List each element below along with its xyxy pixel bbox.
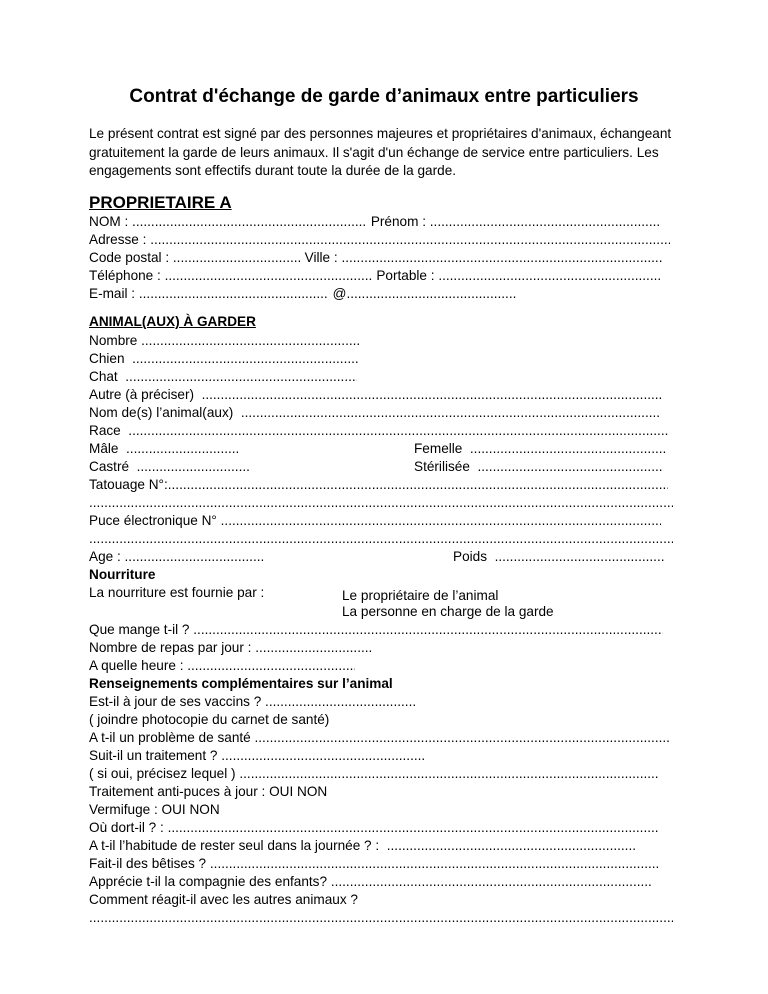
betises-field[interactable] <box>89 855 675 873</box>
tatouage-field[interactable] <box>89 476 675 494</box>
lequel-label: ( si oui, précisez lequel ) <box>89 766 240 781</box>
tatouage-continuation[interactable] <box>89 494 675 512</box>
noms-dots <box>241 404 661 422</box>
heure-dots <box>187 657 355 675</box>
que-mange-label: Que mange t-il ? <box>89 622 194 637</box>
noms-label: Nom de(s) l’animal(aux) <box>89 405 241 420</box>
option-proprietaire[interactable]: Le propriétaire de l’animal <box>342 588 499 603</box>
autres-animaux-label: Comment réagit-il avec les autres animaux ? <box>89 892 358 907</box>
adresse-dots <box>150 231 670 249</box>
dort-field[interactable] <box>89 819 675 837</box>
puce-field[interactable] <box>89 512 675 530</box>
code-postal-dots <box>173 249 301 267</box>
chat-field[interactable] <box>89 368 675 386</box>
vaccins-label: Est-il à jour de ses vaccins ? <box>89 694 266 709</box>
telephone-portable-field[interactable] <box>89 267 675 285</box>
vaccins-field[interactable] <box>89 693 675 711</box>
traitement-dots <box>221 747 426 765</box>
nombre-label: Nombre <box>89 333 142 348</box>
nourriture-heading: Nourriture <box>89 567 156 582</box>
race-field[interactable] <box>89 422 675 440</box>
ville-dots <box>341 249 663 267</box>
traitement-field[interactable] <box>89 747 675 765</box>
chien-field[interactable] <box>89 350 675 368</box>
puce-dots-2 <box>89 530 673 548</box>
sterilisee-label: Stérilisée <box>414 459 478 474</box>
autre-dots <box>202 386 662 404</box>
poids-dots <box>495 548 665 566</box>
chat-dots <box>125 368 357 386</box>
sterilisee-field[interactable] <box>414 458 674 476</box>
page-title: Contrat d'échange de garde d’animaux entre particuliers <box>129 86 639 107</box>
nom-prenom-field[interactable] <box>89 213 675 231</box>
dort-label: Où dort-il ? : <box>89 820 168 835</box>
lequel-field[interactable] <box>89 765 675 783</box>
que-mange-field[interactable] <box>89 621 675 639</box>
age-label: Age : <box>89 549 125 564</box>
betises-dots <box>210 855 660 873</box>
que-mange-dots <box>193 621 663 639</box>
nom-dots <box>132 213 367 231</box>
vermifuge-line[interactable]: Vermifuge : OUI NON <box>89 802 220 817</box>
seul-field[interactable] <box>89 837 675 855</box>
femelle-field[interactable] <box>414 440 674 458</box>
prenom-dots <box>430 213 660 231</box>
enfants-label: Apprécie t-il la compagnie des enfants? <box>89 874 331 889</box>
puce-continuation[interactable] <box>89 530 675 548</box>
portable-dots <box>438 267 660 285</box>
poids-field[interactable] <box>453 548 675 566</box>
sante-field[interactable] <box>89 729 675 747</box>
puce-label: Puce électronique N° <box>89 513 221 528</box>
email-dots <box>139 285 329 303</box>
chien-label: Chien <box>89 351 133 366</box>
carnet-note: ( joindre photocopie du carnet de santé) <box>89 712 330 727</box>
seul-dots <box>387 837 637 855</box>
heure-label: A quelle heure : <box>89 658 188 673</box>
poids-label: Poids <box>453 549 495 564</box>
traitement-label: Suit-il un traitement ? <box>89 748 222 763</box>
email-field[interactable] <box>89 285 675 303</box>
email-domain-dots <box>346 285 516 303</box>
at-sign: @ <box>328 286 347 301</box>
telephone-dots <box>165 267 373 285</box>
vaccins-dots <box>265 693 415 711</box>
seul-label: A t-il l’habitude de rester seul dans la journée ? : <box>89 838 387 853</box>
puce-dots <box>221 512 661 530</box>
portable-label: Portable : <box>372 268 439 283</box>
castre-dots <box>137 458 249 476</box>
femelle-dots <box>470 440 666 458</box>
chien-dots <box>132 350 358 368</box>
tatouage-dots <box>168 476 668 494</box>
telephone-label: Téléphone : <box>89 268 165 283</box>
enfants-field[interactable] <box>89 873 675 891</box>
age-dots <box>125 548 265 566</box>
heure-field[interactable] <box>89 657 675 675</box>
animal-section-heading: ANIMAL(AUX) À GARDER <box>89 314 256 329</box>
adresse-field[interactable] <box>89 231 675 249</box>
noms-animaux-field[interactable] <box>89 404 675 422</box>
male-dots <box>126 440 238 458</box>
nombre-dots <box>141 332 361 350</box>
autres-animaux-field[interactable] <box>89 909 675 927</box>
autre-label: Autre (à préciser) <box>89 387 202 402</box>
nombre-field[interactable] <box>89 332 675 350</box>
adresse-label: Adresse : <box>89 232 151 247</box>
race-label: Race <box>89 423 129 438</box>
sante-dots <box>255 729 670 747</box>
chat-label: Chat <box>89 369 126 384</box>
race-dots <box>128 422 668 440</box>
code-postal-ville-field[interactable] <box>89 249 675 267</box>
nom-label: NOM : <box>89 214 133 229</box>
ville-label: Ville : <box>300 250 342 265</box>
autres-animaux-dots <box>89 909 673 927</box>
lequel-dots <box>239 765 659 783</box>
antipuces-line[interactable]: Traitement anti-puces à jour : OUI NON <box>89 784 328 799</box>
option-gardien[interactable]: La personne en charge de la garde <box>342 604 554 619</box>
repas-dots <box>255 639 371 657</box>
autre-field[interactable] <box>89 386 675 404</box>
owner-section-heading: PROPRIETAIRE A <box>89 193 232 212</box>
renseignements-heading: Renseignements complémentaires sur l’animal <box>89 676 393 691</box>
nourriture-fournie-label: La nourriture est fournie par : <box>89 585 265 600</box>
email-label: E-mail : <box>89 286 139 301</box>
intro-paragraph: Le présent contrat est signé par des personnes majeures et propriétaires d'animaux, échangeant gratuitement la garde de leurs animaux. Il s'agit d'un échange de service entre particuliers. Les engagements sont effectifs durant toute la durée de la garde. <box>89 126 672 178</box>
code-postal-label: Code postal : <box>89 250 173 265</box>
sterilisee-dots <box>477 458 663 476</box>
tatouage-dots-2 <box>89 494 673 512</box>
betises-label: Fait-il des bêtises ? <box>89 856 210 871</box>
sante-label: A t-il un problème de santé <box>89 730 255 745</box>
tatouage-label: Tatouage N°: <box>89 477 168 492</box>
repas-field[interactable] <box>89 639 675 657</box>
dort-dots <box>168 819 658 837</box>
prenom-label: Prénom : <box>367 214 430 229</box>
femelle-label: Femelle <box>414 441 470 456</box>
enfants-dots <box>331 873 651 891</box>
castre-label: Castré <box>89 459 137 474</box>
repas-label: Nombre de repas par jour : <box>89 640 256 655</box>
male-label: Mâle <box>89 441 127 456</box>
